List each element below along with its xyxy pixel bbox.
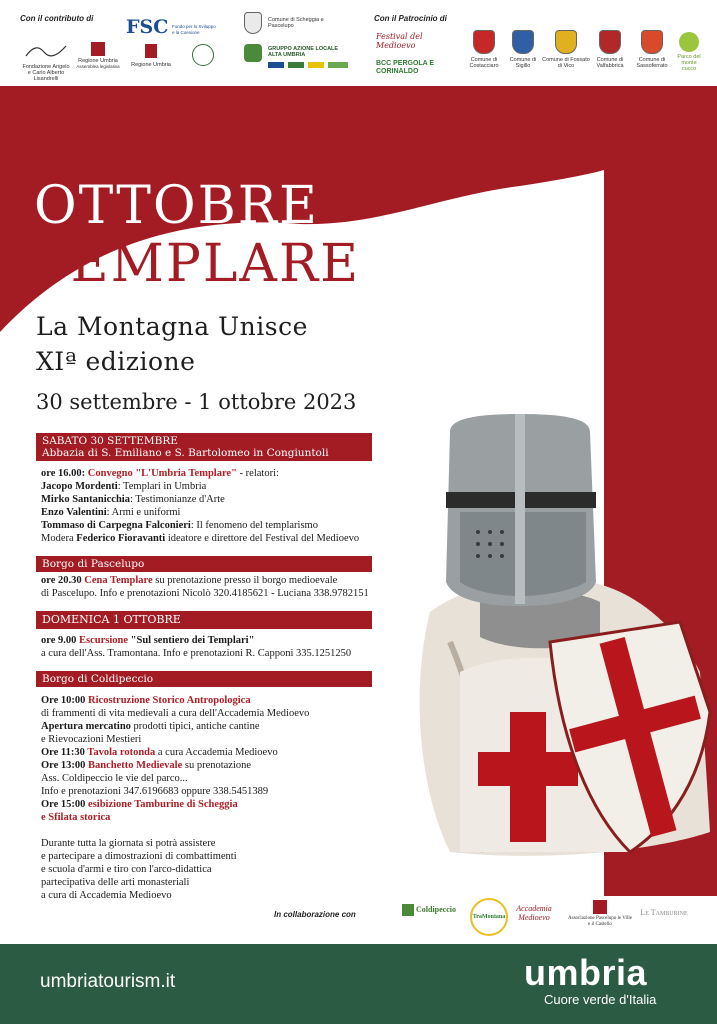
fossato-crest-icon (555, 30, 577, 54)
contributo-title: Con il contributo di (20, 14, 94, 23)
sabato-venue: Abbazia di S. Emiliano e S. Bartolomeo in Congiuntoli (42, 447, 329, 459)
subtitle-line1: La Montagna Unisce (36, 312, 308, 341)
escursione-line: ore 9.00 Escursione "Sul sentiero dei Templari" (41, 635, 255, 646)
coldipeccio-event-1: Ore 10:00 Ricostruzione Storico Antropologica (41, 695, 251, 706)
coldipeccio-event-5-desc: e Sfilata storica (41, 812, 111, 823)
coldipeccio-event-2-desc: e Rievocazioni Mestieri (41, 734, 142, 745)
closing-line-1: Durante tutta la giornata si potrà assistere (41, 838, 216, 849)
umbria-brand: umbria (524, 952, 648, 993)
festival-medioevo-logo: Festival del Medioevo (376, 32, 423, 50)
sponsor-strip: Con il contributo di Con il Patrocinio di Fondazione Angelo e Carlo Alberto Lisandrelli Regione Umbria Assemblea legislativa FSC Fondo per lo Sviluppo e la Coesione Regione Umbria Comune di Scheggia e Pascelupo GRUPPO AZIONE LOCALE ALTA UMBRIA Festival del Medioevo BCC PERGOLA E CORINALDO Comune di Costacciaro Comune di Sigillo Comune di Fossato di Vico Comune di Valfabbrica Comune di Sassoferrato Parco del monte cucco (0, 0, 717, 86)
subtitle-line2: XIª edizione (36, 347, 196, 376)
accademia-medioevo-logo: Accademia Medioevo (516, 904, 552, 922)
coldipeccio-event-3: Ore 11:30 Tavola rotonda a cura Accademia Medioevo (41, 747, 278, 758)
umbria-tagline: Cuore verde d'Italia (544, 992, 657, 1007)
convegno-line: ore 16.00: Convegno "L'Umbria Templare" - relatori: (41, 468, 279, 479)
closing-line-2: e partecipare a dimostrazioni di combattimenti (41, 851, 237, 862)
le-tamburine-logo: Le Tamburine (640, 908, 688, 917)
speaker-2: Mirko Santanicchia: Testimonianze d'Arte (41, 494, 225, 505)
regione-icon (91, 42, 105, 56)
cena-info: di Pascelupo. Info e prenotazioni Nicolò 320.4185621 - Luciana 338.9782151 (41, 588, 369, 599)
website-link[interactable]: umbriatourism.it (40, 971, 176, 992)
coldipeccio-event-4: Ore 13:00 Banchetto Medievale su prenotazione (41, 760, 252, 771)
eu-logos-icon (268, 62, 348, 68)
speaker-1: Jacopo Mordenti: Templari in Umbria (41, 481, 207, 492)
event-dates: 30 settembre - 1 ottobre 2023 (36, 390, 357, 414)
tramontana-logo: TraMontana (470, 898, 508, 936)
cena-line: ore 20.30 Cena Templare su prenotazione presso il borgo medioevale (41, 575, 338, 586)
sassoferrato-crest-icon (641, 30, 663, 54)
fsc-logo: FSC Fondo per lo Sviluppo e la Coesione (126, 16, 216, 38)
sabato-header (36, 433, 372, 461)
costacciaro-logo: Comune di Costacciaro (464, 30, 504, 69)
sigillo-logo: Comune di Sigillo (504, 30, 542, 69)
sabato-date: SABATO 30 SETTEMBRE (42, 435, 178, 447)
assemblea-logo: Regione Umbria Assemblea legislativa (74, 42, 122, 70)
parco-leaf-icon (679, 32, 699, 52)
coldipeccio-event-2: Apertura mercatino prodotti tipici, antiche cantine (41, 721, 260, 732)
coldipeccio-event-4-desc: Ass. Coldipeccio le vie del parco... (41, 773, 188, 784)
costacciaro-crest-icon (473, 30, 495, 54)
sigillo-crest-icon (512, 30, 534, 54)
lisandrelli-logo: Fondazione Angelo e Carlo Alberto Lisandrelli (22, 40, 70, 82)
coldipeccio-icon (402, 904, 414, 916)
patrocinio-title: Con il Patrocinio di (374, 14, 447, 23)
valfabbrica-logo: Comune di Valfabbrica (590, 30, 630, 69)
collab-label: In collaborazione con (274, 910, 356, 919)
closing-line-3: e scuola d'armi e tiro con l'arco-didattica (41, 864, 212, 875)
coldipeccio-event-4-info: Info e prenotazioni 347.6196683 oppure 338.5451389 (41, 786, 269, 797)
gal-icon (244, 44, 262, 62)
templar-knight-illustration (390, 412, 717, 862)
sassoferrato-logo: Comune di Sassoferrato (630, 30, 674, 69)
footer-bar (0, 944, 717, 1024)
bcc-logo: BCC PERGOLA E CORINALDO (376, 60, 435, 75)
escursione-info: a cura dell'Ass. Tramontana. Info e prenotazioni R. Capponi 335.1251250 (41, 648, 352, 659)
domenica-header: DOMENICA 1 OTTOBRE (36, 611, 372, 629)
regione-umbria-logo: Regione Umbria (126, 44, 176, 68)
pascelupo-association-logo: Associazione Pascelupo le Ville e il Castello (568, 900, 632, 928)
pascelupo-header: Borgo di Pascelupo (36, 556, 372, 572)
moderator-line: Modera Federico Fioravanti ideatore e direttore del Festival del Medioevo (41, 533, 360, 544)
regione-umbria-icon (145, 44, 157, 58)
castle-icon (593, 900, 607, 914)
valfabbrica-crest-icon (599, 30, 621, 54)
fossato-logo: Comune di Fossato di Vico (542, 30, 590, 69)
signature-icon (22, 40, 70, 60)
coldipeccio-event-5: Ore 15:00 esibizione Tamburine di Scheggia (41, 799, 238, 810)
speaker-4: Tommaso di Carpegna Falconieri: Il fenomeno del templarismo (41, 520, 318, 531)
scheggia-crest-icon (244, 12, 262, 34)
repubblica-emblem-icon (192, 44, 214, 66)
coldipeccio-header: Borgo di Coldipeccio (36, 671, 372, 687)
coldipeccio-event-1-desc: di frammenti di vita medievali a cura dell'Accademia Medioevo (41, 708, 310, 719)
title-line1: OTTOBRE (34, 176, 319, 236)
parco-monte-cucco-logo: Parco del monte cucco (676, 32, 702, 72)
speaker-3: Enzo Valentini: Armi e uniformi (41, 507, 181, 518)
title-line2: TEMPLARE (34, 234, 361, 294)
coldipeccio-logo: Coldipeccio (394, 904, 464, 916)
closing-line-4: partecipativa delle arti monasteriali (41, 877, 190, 888)
closing-line-5: a cura di Accademia Medioevo (41, 890, 172, 901)
